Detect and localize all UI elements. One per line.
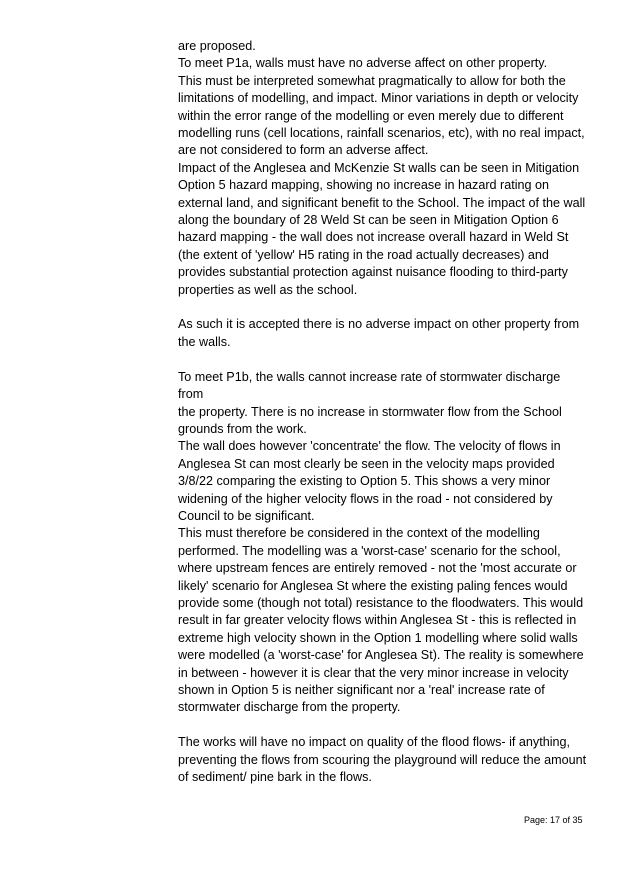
paragraph: The wall does however 'concentrate' the flow. The velocity of flows in Anglesea St can most clearly be seen in the velocity maps provided 3/8/22 comparing the existing to Option 5. This shows a very minor widening of the higher velocity flows in the road - not considered by Council to be significant. [178, 439, 561, 523]
paragraph: This must be interpreted somewhat pragmatically to allow for both the limitations of modelling, and impact. Minor variations in depth or velocity within the error range of the modelling or even merely due to different modelling runs (cell locations, rainfall scenarios, etc), with no real impact, are not considered to form an adverse affect. [178, 73, 585, 158]
paragraph: This must therefore be considered in the context of the modelling performed. The modelling was a 'worst-case' scenario for the school, where upstream fences are entirely removed - not the 'most accurate or likely' scenario for Anglesea St where the existing paling fences would provide some (though not total) resistance to the floodwaters. This would result in far greater velocity flows within Anglesea St - this is reflected in extreme high velocity shown in the Option 1 modelling where solid walls were modelled (a 'worst-case' for Anglesea St). The reality is somewhere in between - however it is clear that the very minor increase in velocity shown in Option 5 is neither significant nor a 'real' increase rate of stormwater discharge from the property. [178, 526, 584, 715]
paragraph: are proposed. [178, 39, 256, 53]
paragraph-gap [178, 351, 588, 368]
page-number: Page: 17 of 35 [524, 815, 583, 825]
paragraph: Impact of the Anglesea and McKenzie St walls can be seen in Mitigation Option 5 hazard mapping, showing no increase in hazard rating on external land, and significant benefit to the School. The impact of the wall along the boundary of 28 Weld St can be seen in Mitigation Option 6 hazard mapping - the wall does not increase overall hazard in Weld St (the extent of 'yellow' H5 rating in the road actually decreases) and provides substantial protection against nuisance flooding to third-party properties as well as the school. [178, 160, 586, 297]
page-body [178, 38, 588, 786]
paragraph: As such it is accepted there is no adverse impact on other property from the walls. [178, 317, 580, 349]
paragraph-gap [178, 299, 588, 316]
paragraph-gap [178, 717, 588, 734]
paragraph: To meet P1a, walls must have no adverse affect on other property. [178, 56, 548, 71]
paragraph: The works will have no impact on quality of the flood flows- if anything, preventing the flows from scouring the playground will reduce the amount of sediment/ pine bark in the flows. [178, 735, 587, 785]
paragraph: To meet P1b, the walls cannot increase rate of stormwater discharge from the property. There is no increase in stormwater flow from the School grounds from the work. [178, 369, 562, 436]
